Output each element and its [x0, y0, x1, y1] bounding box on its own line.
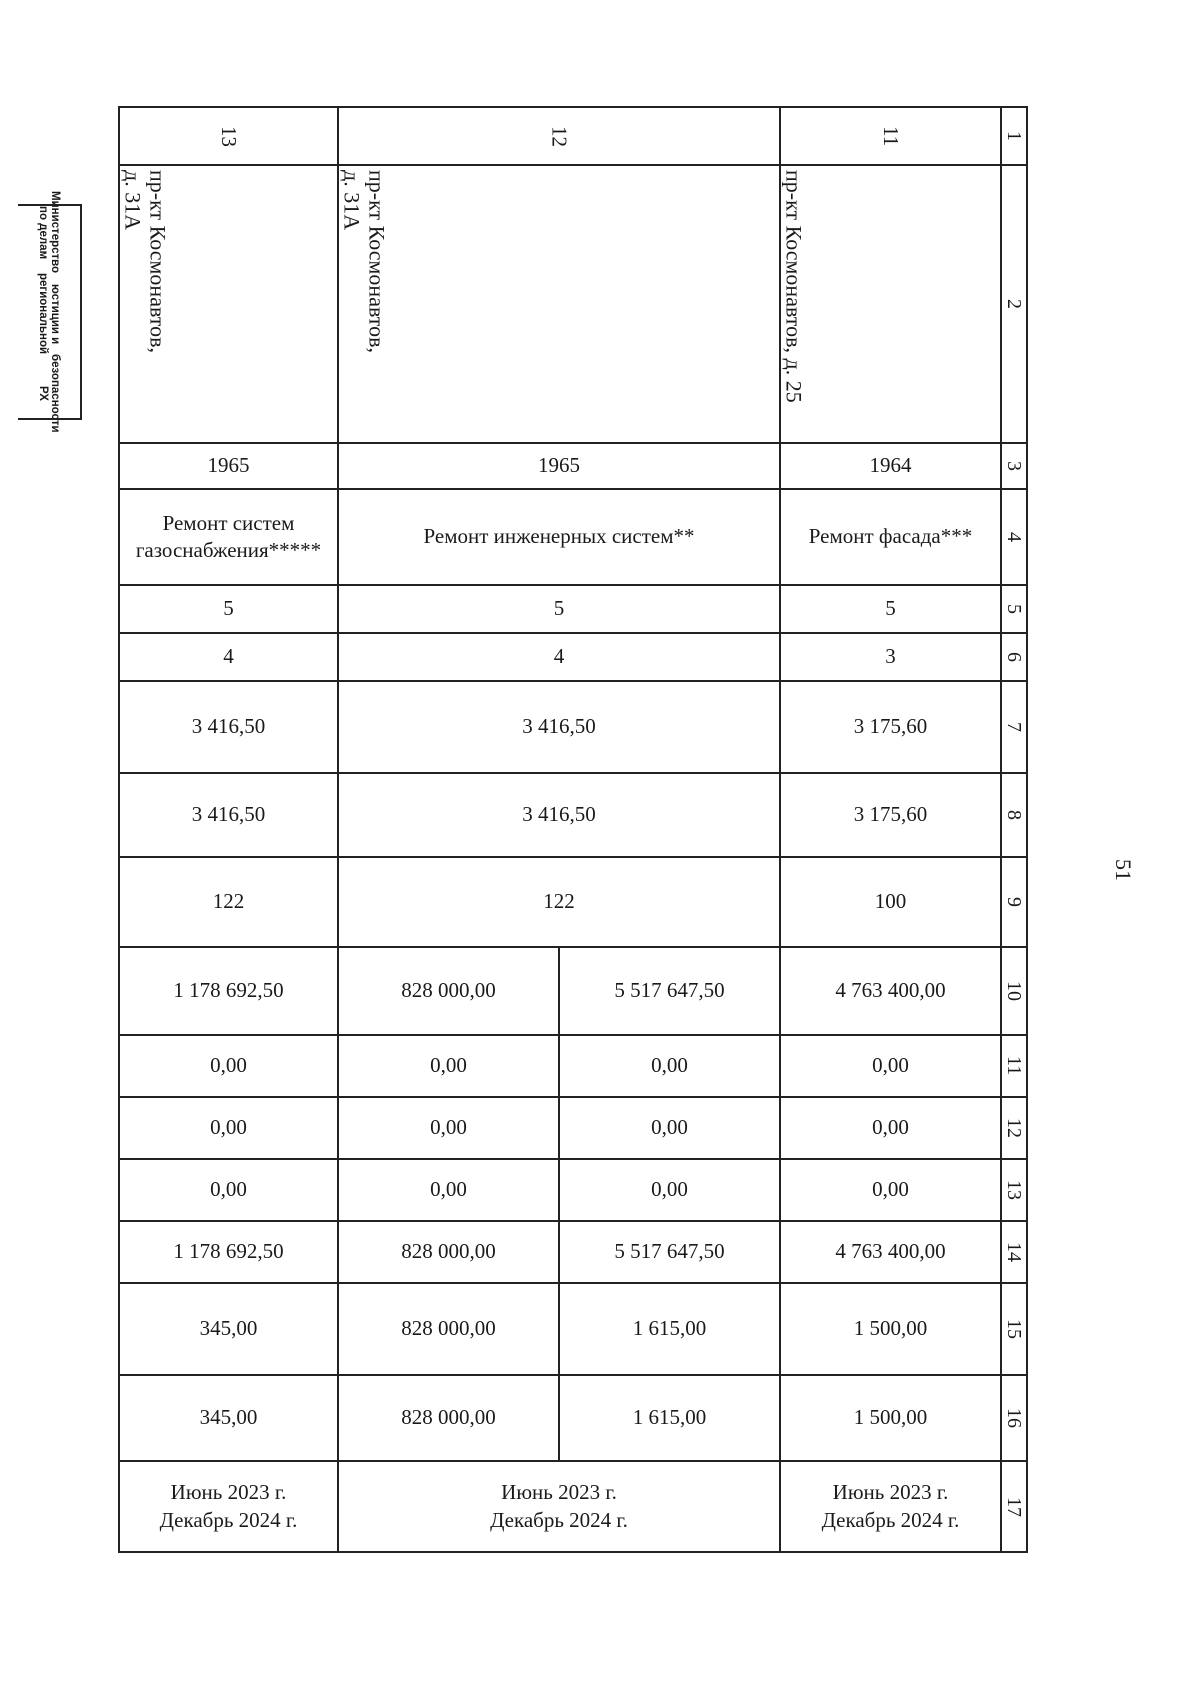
entry-13-c7: 3 416,50	[118, 682, 339, 774]
entry-13-c6: 4	[118, 634, 339, 682]
col-number-3: 3	[1002, 444, 1028, 490]
entry-13-c10: 1 178 692,50	[118, 948, 339, 1036]
entry-12-address: пр-кт Космонавтов, д. 31А	[339, 170, 390, 354]
entry-11-c16: 1 500,00	[781, 1376, 1002, 1462]
entry-11-c10: 4 763 400,00	[781, 948, 1002, 1036]
entry-12-c5: 5	[339, 586, 781, 634]
entry-12-year: 1965	[339, 444, 781, 490]
entry-12b-c11: 0,00	[560, 1036, 781, 1098]
entry-12-c6: 4	[339, 634, 781, 682]
entry-11-number-cell	[781, 106, 1002, 166]
col-number-16: 16	[1002, 1376, 1028, 1462]
entry-11-address-cell	[781, 166, 1002, 444]
entry-13-number: 13	[217, 125, 242, 147]
entry-12a-c14: 828 000,00	[339, 1222, 560, 1284]
entry-11-c12: 0,00	[781, 1098, 1002, 1160]
col-number-4: 4	[1002, 490, 1028, 586]
col-number-2: 2	[1002, 166, 1028, 444]
entry-13-c13: 0,00	[118, 1160, 339, 1222]
entry-12a-c16: 828 000,00	[339, 1376, 560, 1462]
stamp-text	[18, 191, 80, 433]
col-number-15: 15	[1002, 1284, 1028, 1376]
entry-11-c7: 3 175,60	[781, 682, 1002, 774]
repair-schedule-table	[118, 106, 1028, 1556]
entry-12a-c10: 828 000,00	[339, 948, 560, 1036]
entry-12-number: 12	[547, 125, 572, 147]
col-number-10: 10	[1002, 948, 1028, 1036]
entry-11-c15: 1 500,00	[781, 1284, 1002, 1376]
entry-12b-c16: 1 615,00	[560, 1376, 781, 1462]
col-number-7: 7	[1002, 682, 1028, 774]
entry-12b-c13: 0,00	[560, 1160, 781, 1222]
entry-12a-c12: 0,00	[339, 1098, 560, 1160]
page-number: 51	[1111, 859, 1136, 881]
entry-13-c11: 0,00	[118, 1036, 339, 1098]
col-number-12: 12	[1002, 1098, 1028, 1160]
entry-13-number-cell	[118, 106, 339, 166]
entry-11-address: пр-кт Космонавтов, д. 25	[781, 170, 807, 403]
entry-11-c6: 3	[781, 634, 1002, 682]
entry-13-c5: 5	[118, 586, 339, 634]
col-number-5: 5	[1002, 586, 1028, 634]
entry-13-c9: 122	[118, 858, 339, 948]
entry-13-c12: 0,00	[118, 1098, 339, 1160]
entry-12-period: Июнь 2023 г. Декабрь 2024 г.	[339, 1462, 781, 1553]
entry-12-c7: 3 416,50	[339, 682, 781, 774]
entry-11-c11: 0,00	[781, 1036, 1002, 1098]
col-number-17: 17	[1002, 1462, 1028, 1553]
entry-12-number-cell	[339, 106, 781, 166]
entry-11-c14: 4 763 400,00	[781, 1222, 1002, 1284]
stamp-line-1: Министерство по делам	[37, 191, 62, 274]
entry-11-work-type: Ремонт фасада***	[781, 490, 1002, 586]
registration-stamp	[18, 191, 82, 433]
entry-12b-c10: 5 517 647,50	[560, 948, 781, 1036]
entry-12b-c12: 0,00	[560, 1098, 781, 1160]
col-number-1: 1	[1002, 106, 1028, 166]
col-number-9: 9	[1002, 858, 1028, 948]
col-number-14: 14	[1002, 1222, 1028, 1284]
entry-11-year: 1964	[781, 444, 1002, 490]
col-number-13: 13	[1002, 1160, 1028, 1222]
entry-11-number: 11	[879, 125, 904, 147]
entry-12b-c15: 1 615,00	[560, 1284, 781, 1376]
col-number-11: 11	[1002, 1036, 1028, 1098]
entry-13-year: 1965	[118, 444, 339, 490]
entry-11-period: Июнь 2023 г. Декабрь 2024 г.	[781, 1462, 1002, 1553]
entry-12-c8: 3 416,50	[339, 774, 781, 858]
entry-12b-c14: 5 517 647,50	[560, 1222, 781, 1284]
entry-12a-c11: 0,00	[339, 1036, 560, 1098]
entry-13-work-type: Ремонт систем газоснабжения*****	[118, 490, 339, 586]
entry-13-address-cell	[118, 166, 339, 444]
entry-11-c9: 100	[781, 858, 1002, 948]
col-number-8: 8	[1002, 774, 1028, 858]
entry-11-c5: 5	[781, 586, 1002, 634]
entry-11-c8: 3 175,60	[781, 774, 1002, 858]
col-number-6: 6	[1002, 634, 1028, 682]
entry-13-c16: 345,00	[118, 1376, 339, 1462]
entry-12a-c15: 828 000,00	[339, 1284, 560, 1376]
entry-12a-c13: 0,00	[339, 1160, 560, 1222]
entry-13-c8: 3 416,50	[118, 774, 339, 858]
entry-13-period: Июнь 2023 г. Декабрь 2024 г.	[118, 1462, 339, 1553]
stamp-line-3: безопасности РХ	[37, 354, 62, 433]
stamp-line-2: юстиции и региональной	[37, 273, 62, 355]
entry-12-address-cell	[339, 166, 781, 444]
entry-13-c14: 1 178 692,50	[118, 1222, 339, 1284]
entry-13-c15: 345,00	[118, 1284, 339, 1376]
entry-13-address: пр-кт Космонавтов, д. 31А	[120, 170, 171, 354]
entry-12-work-type: Ремонт инженерных систем**	[339, 490, 781, 586]
entry-12-c9: 122	[339, 858, 781, 948]
entry-11-c13: 0,00	[781, 1160, 1002, 1222]
